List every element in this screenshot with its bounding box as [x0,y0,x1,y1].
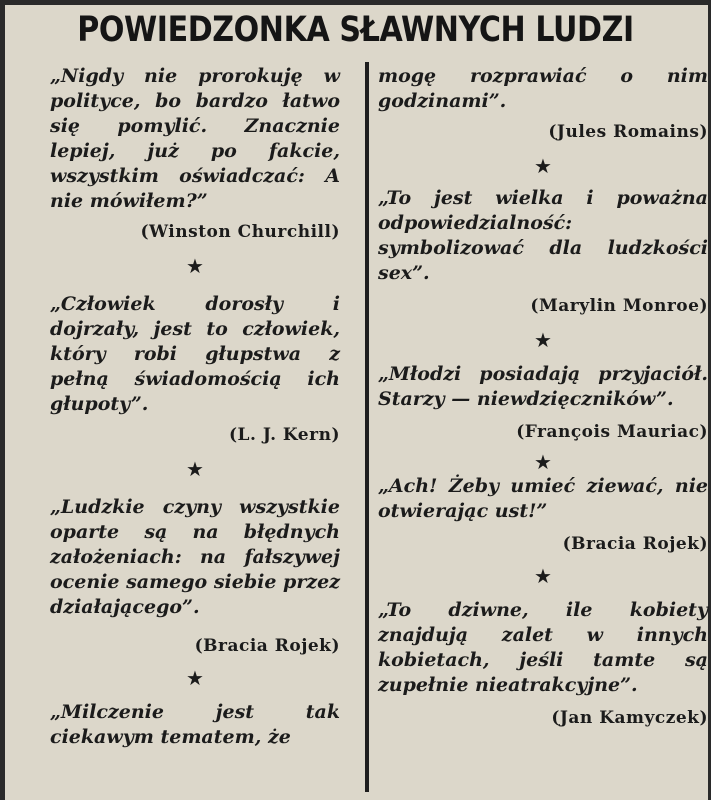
quote-text: „Człowiek dorosły i dojrzały, jest to człowiek, który robi głupstwa z pełną świadomością ich głupoty”. [50,293,340,415]
star-separator-icon: ★ [534,564,552,588]
quote-author: (Bracia Rojek) [562,534,708,554]
quote-text: „Milczenie jest tak ciekawym tematem, że [50,701,340,748]
quote-author: (François Mauriac) [516,422,708,442]
quote-text: „Ach! Żeby umieć ziewać, nie otwierając ust!” [378,475,708,522]
quote-text: „To dziwne, ile kobiety znajdują zalet w innych kobietach, jeśli tamte są zupełnie nieatrakcyjne”. [378,599,708,696]
quote-author: (Jan Kamyczek) [551,708,708,728]
star-separator-icon: ★ [534,154,552,178]
right-column [378,64,708,730]
star-separator-icon: ★ [534,328,552,352]
quote-text: „To jest wielka i poważna odpowiedzialność: symbolizować dla ludzkości sex”. [378,187,708,284]
article-title: POWIEDZONKA SŁAWNYCH LUDZI [77,10,634,50]
quote-text: „Ludzkie czyny wszystkie oparte są na błędnych założeniach: na fałszywej ocenie samego siebie przez działającego”. [50,496,341,618]
quote-author: (Marylin Monroe) [530,296,708,316]
quote-author: (Winston Churchill) [140,222,340,242]
star-separator-icon: ★ [186,666,204,690]
left-column [50,64,340,750]
star-separator-icon: ★ [186,254,204,278]
star-separator-icon: ★ [534,450,552,474]
quote-author: (Jules Romains) [548,122,708,142]
page-border-top [0,0,711,5]
quote-text: „Nigdy nie prorokuję w polityce, bo bardzo łatwo się pomylić. Znacznie lepiej, już po fakcie, wszystkim oświadczać: A nie mówiłem?” [50,65,340,212]
quote-text: „Młodzi posiadają przyjaciół. Starzy — niewdzięczników”. [378,363,708,410]
quote-author: (Bracia Rojek) [194,636,340,656]
page-border-left [0,0,5,800]
quote-text: mogę rozprawiać o nim godzinami”. [378,65,708,112]
column-divider [365,62,369,792]
star-separator-icon: ★ [186,457,204,481]
quote-author: (L. J. Kern) [229,425,340,445]
